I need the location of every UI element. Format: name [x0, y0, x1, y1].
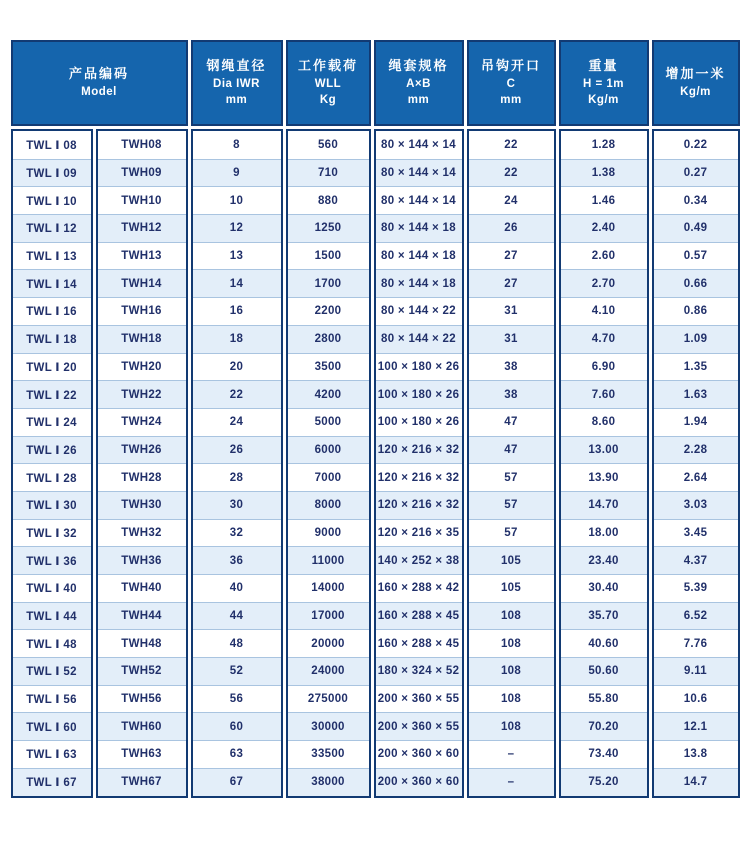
- table-cell-dia: 36: [193, 546, 281, 574]
- table-cell-add: 7.76: [654, 629, 738, 657]
- table-cell-twh: TWH14: [98, 269, 186, 297]
- header-sublabel: C: [506, 77, 516, 90]
- header-cell-hook-opening: [467, 40, 556, 126]
- header-sublabel: Kg/m: [680, 86, 711, 99]
- table-cell-spec: 120 × 216 × 32: [376, 436, 462, 464]
- table-cell-c: 105: [469, 546, 554, 574]
- table-cell-twl: TWL Ⅰ 26: [13, 436, 91, 464]
- table-cell-wll: 24000: [288, 657, 369, 685]
- table-cell-twl: TWL Ⅰ 44: [13, 602, 91, 630]
- table-cell-twh: TWH20: [98, 353, 186, 381]
- table-cell-c: 26: [469, 214, 554, 242]
- table-cell-c: 108: [469, 685, 554, 713]
- table-cell-weight: 23.40: [561, 546, 647, 574]
- table-cell-dia: 28: [193, 463, 281, 491]
- table-cell-twl: TWL Ⅰ 14: [13, 269, 91, 297]
- table-cell-c: 105: [469, 574, 554, 602]
- table-cell-wll: 17000: [288, 602, 369, 630]
- table-cell-add: 3.45: [654, 519, 738, 547]
- table-cell-add: 6.52: [654, 602, 738, 630]
- table-cell-dia: 44: [193, 602, 281, 630]
- header-label: 工作载荷: [297, 57, 358, 73]
- table-cell-twl: TWL Ⅰ 67: [13, 768, 91, 796]
- table-cell-twl: TWL Ⅰ 20: [13, 353, 91, 381]
- table-cell-c: 57: [469, 491, 554, 519]
- table-cell-dia: 8: [233, 138, 240, 151]
- table-cell-twl: TWL Ⅰ 56: [13, 685, 91, 713]
- table-cell-wll: 33500: [288, 740, 369, 768]
- table-cell-twl: TWL Ⅰ 32: [13, 519, 91, 547]
- table-cell-weight: 2.60: [561, 242, 647, 270]
- table-cell-wll: 1500: [288, 242, 369, 270]
- table-cell-twh: TWH60: [98, 712, 186, 740]
- table-cell-add: 0.86: [654, 297, 738, 325]
- header-cell-sling-spec: [374, 40, 464, 126]
- table-cell-twh: TWH26: [98, 436, 186, 464]
- table-cell-weight: 55.80: [561, 685, 647, 713]
- table-cell-add: 1.09: [654, 325, 738, 353]
- table-cell-add: 0.22: [683, 138, 708, 151]
- table-cell-wll: 20000: [288, 629, 369, 657]
- table-cell-add: 1.63: [654, 380, 738, 408]
- table-cell-wll: 710: [288, 159, 369, 187]
- table-cell-spec: 120 × 216 × 32: [376, 463, 462, 491]
- table-cell-spec: 80 × 144 × 18: [376, 269, 462, 297]
- table-cell-c: 108: [469, 602, 554, 630]
- table-cell-twh: TWH40: [98, 574, 186, 602]
- table-cell-twl: TWL Ⅰ 63: [13, 740, 91, 768]
- table-cell-c: –: [469, 768, 554, 796]
- table-cell-add: 10.6: [654, 685, 738, 713]
- table-cell-twl: TWL Ⅰ 24: [13, 408, 91, 436]
- header-label: 增加一米: [665, 66, 726, 82]
- table-cell-dia: 22: [193, 380, 281, 408]
- table-cell-wll: 30000: [288, 712, 369, 740]
- table-cell-dia: 52: [193, 657, 281, 685]
- table-cell-dia: 9: [193, 159, 281, 187]
- table-cell-wll: 11000: [288, 546, 369, 574]
- table-cell-twh: TWH16: [98, 297, 186, 325]
- header-unit: mm: [500, 94, 522, 107]
- header-sublabel: WLL: [314, 77, 342, 90]
- table-cell-twl: TWL Ⅰ 08: [26, 139, 77, 152]
- table-cell-spec: 80 × 144 × 18: [376, 214, 462, 242]
- table-cell-add: 2.64: [654, 463, 738, 491]
- table-cell-weight: 30.40: [561, 574, 647, 602]
- table-cell-spec: 100 × 180 × 26: [376, 408, 462, 436]
- table-cell-dia: 67: [193, 768, 281, 796]
- column-model-twl: [11, 129, 93, 798]
- table-cell-dia: 56: [193, 685, 281, 713]
- table-cell-c: 22: [504, 138, 518, 151]
- table-cell-twl: TWL Ⅰ 30: [13, 491, 91, 519]
- table-cell-twl: TWL Ⅰ 48: [13, 629, 91, 657]
- table-cell-weight: 4.10: [561, 297, 647, 325]
- table-cell-c: 31: [469, 325, 554, 353]
- table-cell-weight: 2.70: [561, 269, 647, 297]
- table-cell-twl: TWL Ⅰ 12: [13, 214, 91, 242]
- table-cell-dia: 16: [193, 297, 281, 325]
- table-cell-twl: TWL Ⅰ 40: [13, 574, 91, 602]
- table-cell-spec: 160 × 288 × 45: [376, 629, 462, 657]
- header-cell-working-load: [286, 40, 371, 126]
- column-add-per-meter: [652, 129, 740, 798]
- table-cell-weight: 1.38: [561, 159, 647, 187]
- table-cell-c: 24: [469, 186, 554, 214]
- header-unit: mm: [407, 94, 430, 107]
- table-cell-c: 38: [469, 380, 554, 408]
- column-model-twh: [96, 129, 188, 798]
- table-cell-weight: 1.46: [561, 186, 647, 214]
- column-hook-opening: [467, 129, 556, 798]
- table-cell-spec: 80 × 144 × 14: [376, 186, 462, 214]
- table-cell-add: 5.39: [654, 574, 738, 602]
- table-cell-twl: TWL Ⅰ 22: [13, 380, 91, 408]
- table-cell-weight: 8.60: [561, 408, 647, 436]
- table-cell-wll: 38000: [288, 768, 369, 796]
- table-cell-weight: 75.20: [561, 768, 647, 796]
- table-cell-add: 0.34: [654, 186, 738, 214]
- header-sublabel: A×B: [406, 77, 431, 90]
- table-cell-weight: 13.00: [561, 436, 647, 464]
- table-cell-spec: 120 × 216 × 32: [376, 491, 462, 519]
- table-cell-twh: TWH13: [98, 242, 186, 270]
- table-cell-dia: 12: [193, 214, 281, 242]
- table-cell-dia: 18: [193, 325, 281, 353]
- table-cell-dia: 20: [193, 353, 281, 381]
- table-cell-spec: 140 × 252 × 38: [376, 546, 462, 574]
- table-body: [11, 129, 740, 798]
- table-cell-spec: 180 × 324 × 52: [376, 657, 462, 685]
- table-cell-twh: TWH22: [98, 380, 186, 408]
- table-cell-dia: 60: [193, 712, 281, 740]
- table-cell-dia: 48: [193, 629, 281, 657]
- header-sublabel: Dia IWR: [213, 77, 260, 90]
- header-label: 产品编码: [68, 66, 129, 82]
- table-cell-dia: 14: [193, 269, 281, 297]
- table-cell-twh: TWH63: [98, 740, 186, 768]
- table-cell-twl: TWL Ⅰ 36: [13, 546, 91, 574]
- table-cell-twh: TWH30: [98, 491, 186, 519]
- table-cell-add: 9.11: [654, 657, 738, 685]
- table-cell-twh: TWH67: [98, 768, 186, 796]
- table-cell-twh: TWH56: [98, 685, 186, 713]
- table-cell-wll: 1250: [288, 214, 369, 242]
- table-cell-spec: 80 × 144 × 22: [376, 325, 462, 353]
- table-cell-wll: 560: [317, 138, 339, 151]
- table-cell-spec: 160 × 288 × 45: [376, 602, 462, 630]
- table-cell-c: 27: [469, 269, 554, 297]
- table-cell-twl: TWL Ⅰ 28: [13, 463, 91, 491]
- table-cell-add: 1.35: [654, 353, 738, 381]
- table-cell-spec: 80 × 144 × 14: [381, 138, 456, 151]
- table-cell-twl: TWL Ⅰ 60: [13, 712, 91, 740]
- column-weight: [559, 129, 649, 798]
- header-cell-model: [11, 40, 188, 126]
- table-cell-spec: 80 × 144 × 14: [376, 159, 462, 187]
- column-sling-spec: [374, 129, 464, 798]
- table-cell-c: 31: [469, 297, 554, 325]
- table-cell-twh: TWH44: [98, 602, 186, 630]
- table-cell-spec: 200 × 360 × 60: [376, 740, 462, 768]
- table-cell-wll: 880: [288, 186, 369, 214]
- table-cell-c: 47: [469, 436, 554, 464]
- table-cell-wll: 275000: [288, 685, 369, 713]
- table-cell-twh: TWH08: [121, 138, 162, 151]
- table-cell-weight: 70.20: [561, 712, 647, 740]
- table-cell-twh: TWH10: [98, 186, 186, 214]
- table-cell-twh: TWH52: [98, 657, 186, 685]
- table-cell-c: 108: [469, 629, 554, 657]
- table-cell-dia: 32: [193, 519, 281, 547]
- table-cell-weight: 4.70: [561, 325, 647, 353]
- table-cell-spec: 80 × 144 × 18: [376, 242, 462, 270]
- table-cell-add: 4.37: [654, 546, 738, 574]
- table-cell-c: 38: [469, 353, 554, 381]
- table-cell-dia: 63: [193, 740, 281, 768]
- table-cell-weight: 6.90: [561, 353, 647, 381]
- header-sublabel: Model: [81, 86, 117, 99]
- table-cell-twh: TWH28: [98, 463, 186, 491]
- table-cell-add: 3.03: [654, 491, 738, 519]
- table-header-row: [11, 40, 740, 126]
- table-cell-spec: 200 × 360 × 55: [376, 712, 462, 740]
- table-cell-twh: TWH48: [98, 629, 186, 657]
- table-cell-add: 0.49: [654, 214, 738, 242]
- table-cell-wll: 7000: [288, 463, 369, 491]
- table-cell-dia: 10: [193, 186, 281, 214]
- table-cell-wll: 14000: [288, 574, 369, 602]
- table-cell-weight: 40.60: [561, 629, 647, 657]
- table-cell-dia: 13: [193, 242, 281, 270]
- table-cell-add: 0.57: [654, 242, 738, 270]
- table-cell-twh: TWH32: [98, 519, 186, 547]
- table-cell-twl: TWL Ⅰ 16: [13, 297, 91, 325]
- table-cell-c: 47: [469, 408, 554, 436]
- table-cell-wll: 2200: [288, 297, 369, 325]
- table-cell-weight: 2.40: [561, 214, 647, 242]
- table-cell-twl: TWL Ⅰ 52: [13, 657, 91, 685]
- table-cell-twl: TWL Ⅰ 13: [13, 242, 91, 270]
- header-cell-add-per-meter: [652, 40, 740, 126]
- product-spec-table: [11, 40, 740, 798]
- table-cell-c: 22: [469, 159, 554, 187]
- header-label: 绳套规格: [388, 57, 449, 73]
- table-cell-wll: 9000: [288, 519, 369, 547]
- table-cell-wll: 3500: [288, 353, 369, 381]
- table-cell-weight: 1.28: [591, 138, 616, 151]
- table-cell-twl: TWL Ⅰ 09: [13, 159, 91, 187]
- table-cell-spec: 100 × 180 × 26: [376, 353, 462, 381]
- table-cell-dia: 26: [193, 436, 281, 464]
- table-cell-spec: 80 × 144 × 22: [376, 297, 462, 325]
- table-cell-c: 57: [469, 519, 554, 547]
- table-cell-twh: TWH18: [98, 325, 186, 353]
- table-cell-spec: 200 × 360 × 55: [376, 685, 462, 713]
- table-cell-wll: 8000: [288, 491, 369, 519]
- table-cell-add: 0.66: [654, 269, 738, 297]
- table-cell-twh: TWH09: [98, 159, 186, 187]
- header-unit: mm: [225, 94, 248, 107]
- table-cell-wll: 2800: [288, 325, 369, 353]
- table-cell-wll: 5000: [288, 408, 369, 436]
- table-cell-twl: TWL Ⅰ 18: [13, 325, 91, 353]
- table-cell-add: 14.7: [654, 768, 738, 796]
- table-cell-spec: 100 × 180 × 26: [376, 380, 462, 408]
- column-rope-diameter: [191, 129, 283, 798]
- table-cell-spec: 200 × 360 × 60: [376, 768, 462, 796]
- header-cell-weight: [559, 40, 649, 126]
- table-cell-c: –: [469, 740, 554, 768]
- table-cell-c: 27: [469, 242, 554, 270]
- table-cell-twh: TWH24: [98, 408, 186, 436]
- table-cell-spec: 120 × 216 × 35: [376, 519, 462, 547]
- table-cell-weight: 13.90: [561, 463, 647, 491]
- table-cell-wll: 6000: [288, 436, 369, 464]
- table-cell-wll: 4200: [288, 380, 369, 408]
- table-cell-dia: 40: [193, 574, 281, 602]
- table-cell-twl: TWL Ⅰ 10: [13, 186, 91, 214]
- table-cell-weight: 7.60: [561, 380, 647, 408]
- table-cell-dia: 30: [193, 491, 281, 519]
- table-cell-wll: 1700: [288, 269, 369, 297]
- table-cell-spec: 160 × 288 × 42: [376, 574, 462, 602]
- table-cell-add: 2.28: [654, 436, 738, 464]
- table-cell-weight: 14.70: [561, 491, 647, 519]
- table-cell-weight: 50.60: [561, 657, 647, 685]
- table-cell-weight: 73.40: [561, 740, 647, 768]
- table-cell-weight: 35.70: [561, 602, 647, 630]
- table-cell-add: 0.27: [654, 159, 738, 187]
- table-cell-c: 57: [469, 463, 554, 491]
- table-cell-dia: 24: [193, 408, 281, 436]
- table-cell-twh: TWH36: [98, 546, 186, 574]
- table-cell-add: 12.1: [654, 712, 738, 740]
- table-cell-twh: TWH12: [98, 214, 186, 242]
- table-cell-add: 13.8: [654, 740, 738, 768]
- header-cell-diameter: [191, 40, 283, 126]
- column-working-load: [286, 129, 371, 798]
- header-unit: Kg: [319, 94, 337, 107]
- header-label: 钢绳直径: [206, 57, 267, 73]
- table-cell-c: 108: [469, 657, 554, 685]
- header-label: 吊钩开口: [480, 57, 541, 73]
- header-label: 重量: [588, 57, 619, 73]
- table-cell-c: 108: [469, 712, 554, 740]
- header-sublabel: H = 1m: [582, 77, 625, 90]
- header-unit: Kg/m: [588, 94, 619, 107]
- table-cell-add: 1.94: [654, 408, 738, 436]
- table-cell-weight: 18.00: [561, 519, 647, 547]
